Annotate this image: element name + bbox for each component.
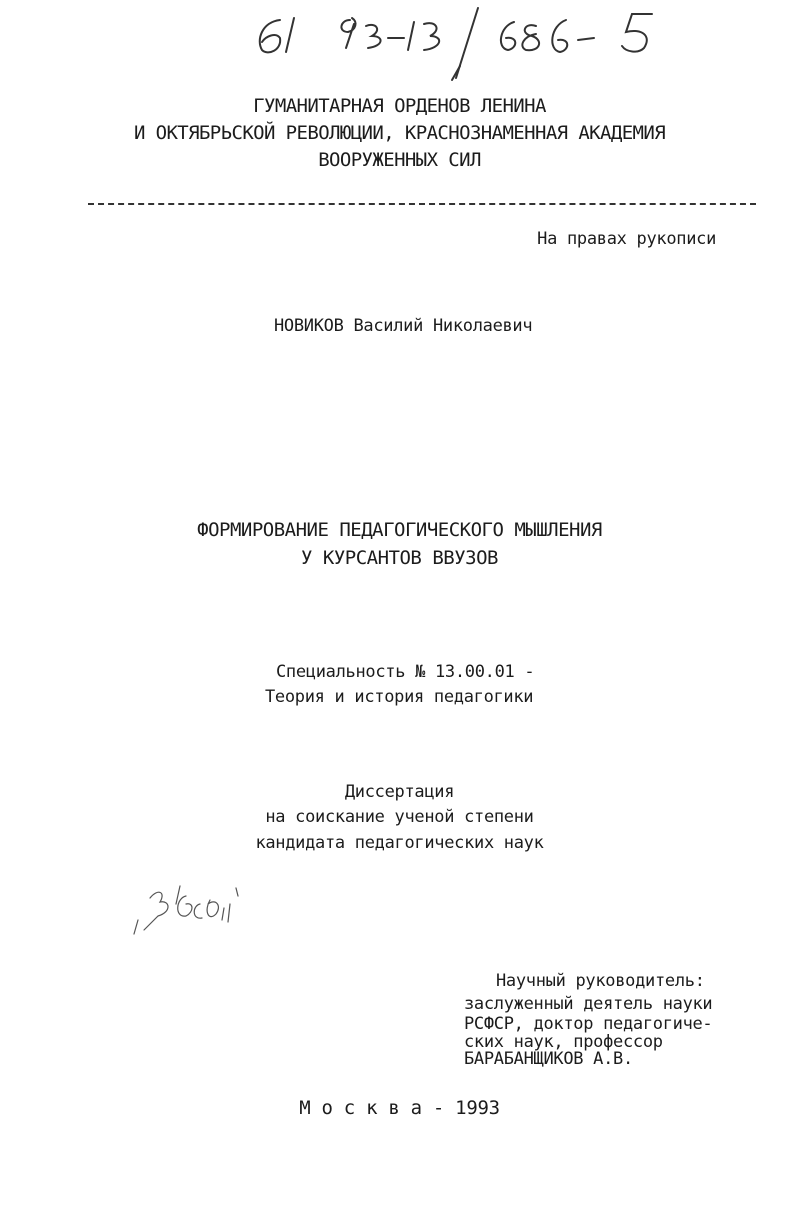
author-name: НОВИКОВ Василий Николаевич <box>274 316 533 336</box>
degree-line-1: Диссертация <box>344 782 455 802</box>
city-year: М о с к в а - 1993 <box>299 1097 500 1119</box>
handwritten-margin-note <box>134 886 238 934</box>
dissertation-title-line-1: ФОРМИРОВАНИЕ ПЕДАГОГИЧЕСКОГО МЫШЛЕНИЯ <box>197 519 602 541</box>
dissertation-title-line-2: У КУРСАНТОВ ВВУЗОВ <box>301 547 498 569</box>
supervisor-line-4: БАРАБАНЩИКОВ А.В. <box>464 1049 633 1069</box>
institution-line-3: ВООРУЖЕННЫХ СИЛ <box>318 149 481 171</box>
supervisor-line-3: ских наук, профессор <box>464 1032 663 1052</box>
dashed-divider <box>88 203 756 205</box>
degree-line-3: кандидата педагогических наук <box>255 833 544 853</box>
supervisor-heading: Научный руководитель: <box>496 971 705 991</box>
specialty-line-1: Специальность № 13.00.01 - <box>276 662 535 682</box>
degree-line-2: на соискание ученой степени <box>265 807 534 827</box>
specialty-line-2: Теория и история педагогики <box>265 687 534 707</box>
institution-line-2: И ОКТЯБРЬСКОЙ РЕВОЛЮЦИИ, КРАСНОЗНАМЕННАЯ АКАДЕМИЯ <box>133 122 666 144</box>
institution-line-1: ГУМАНИТАРНАЯ ОРДЕНОВ ЛЕНИНА <box>253 95 546 117</box>
supervisor-line-1: заслуженный деятель науки <box>464 994 713 1014</box>
supervisor-line-2: РСФСР, доктор педагогиче- <box>464 1014 713 1034</box>
manuscript-note: На правах рукописи <box>537 229 716 249</box>
